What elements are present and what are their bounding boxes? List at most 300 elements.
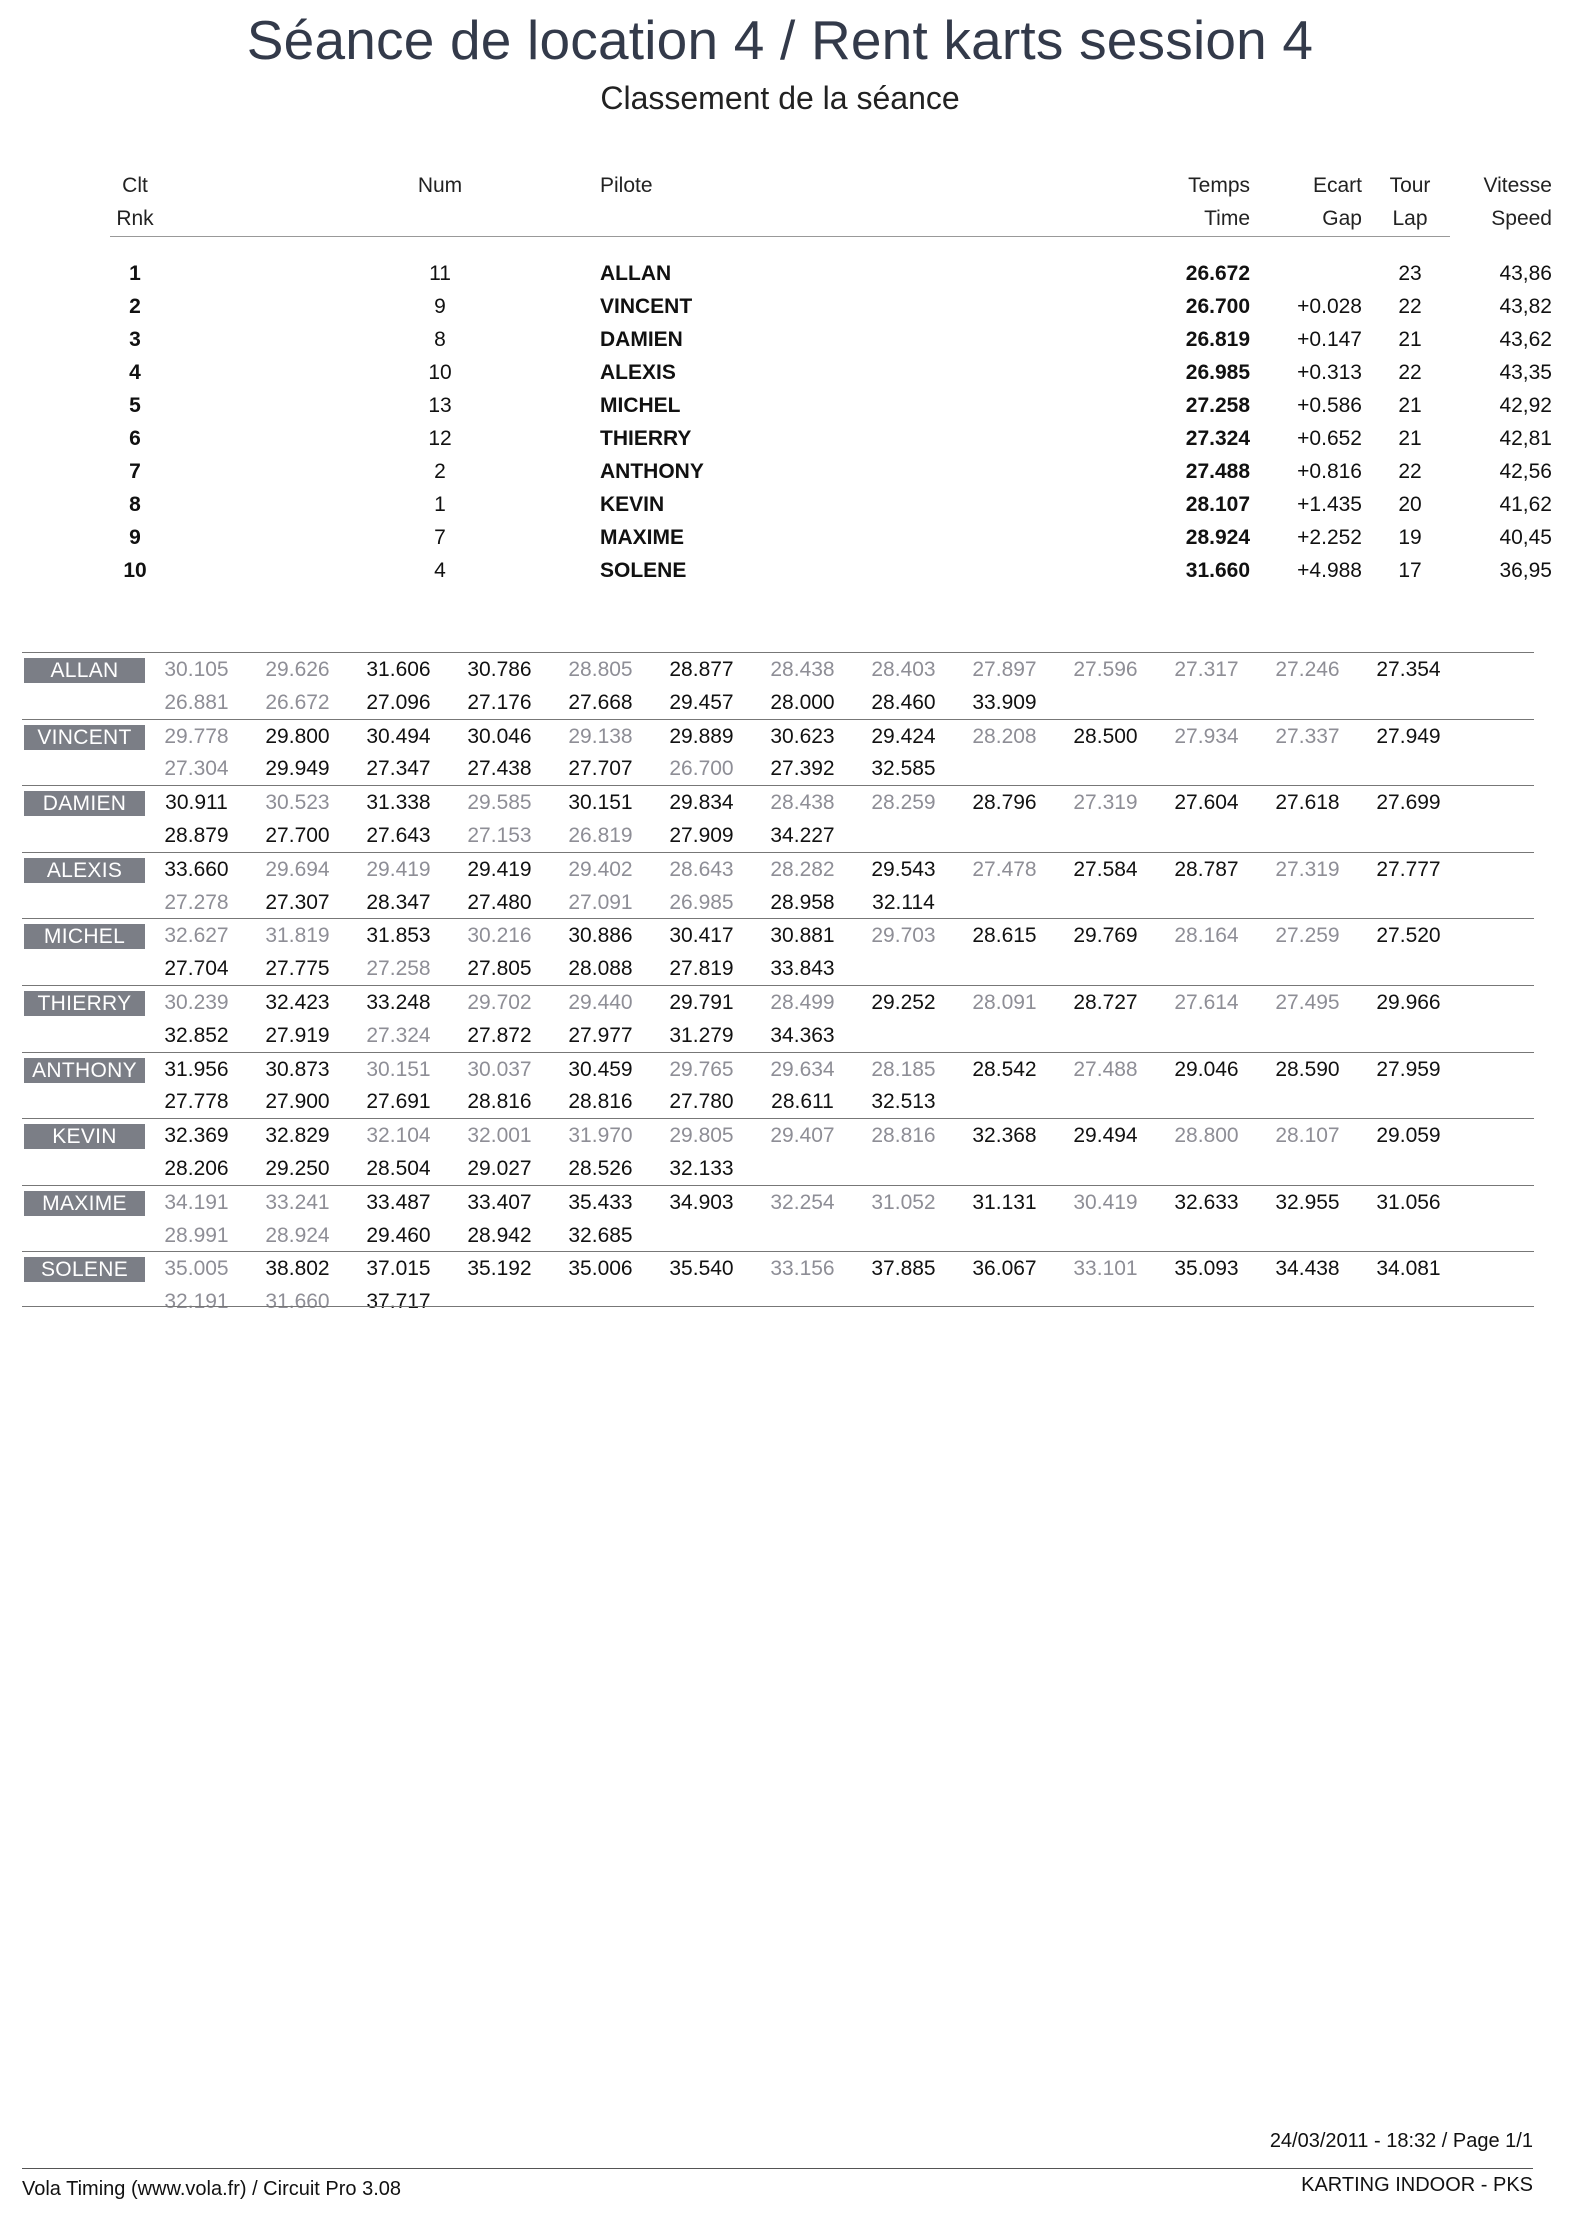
lap-time: 27.604 (1174, 791, 1239, 815)
results-header-row-2 (110, 203, 1552, 236)
lap-time: 27.495 (1275, 990, 1340, 1014)
lap-time: 27.347 (366, 757, 431, 781)
lap-time: 35.005 (164, 1257, 229, 1281)
driver-laps-block (22, 1251, 1534, 1318)
pilot-cell: SOLENE (600, 559, 687, 582)
lap-time: 28.542 (972, 1057, 1037, 1081)
lap-time: 29.419 (467, 857, 532, 881)
results-body (110, 258, 1552, 588)
header-rank-en: Rnk (116, 207, 154, 230)
lap-time: 28.805 (568, 658, 633, 681)
rank-cell: 5 (129, 394, 141, 417)
lap-time: 32.585 (871, 757, 936, 781)
driver-laps-block (22, 852, 1534, 919)
lap-time: 28.282 (770, 857, 835, 881)
lap-time: 27.319 (1073, 791, 1138, 815)
lap-time: 28.590 (1275, 1057, 1340, 1081)
result-row (110, 456, 1552, 489)
lap-time: 28.499 (770, 990, 835, 1014)
gap-cell: +0.028 (1297, 295, 1362, 318)
lap-time: 29.765 (669, 1057, 734, 1081)
pilot-cell: ALEXIS (600, 361, 676, 384)
lap-time: 28.611 (771, 1090, 834, 1114)
lap-time: 28.727 (1073, 990, 1138, 1014)
num-cell: 7 (434, 526, 446, 549)
lap-time: 27.934 (1174, 724, 1239, 748)
header-gap-en: Gap (1322, 207, 1362, 230)
lap-time: 32.001 (467, 1124, 532, 1148)
driver-laps-block (22, 1052, 1534, 1119)
lap-grid (146, 853, 1536, 919)
lap-time: 34.191 (164, 1190, 229, 1214)
lap-time: 35.006 (568, 1257, 633, 1281)
lap-time: 26.819 (568, 823, 633, 847)
lap-time: 29.694 (265, 857, 330, 881)
lap-grid (146, 919, 1536, 985)
result-row (110, 258, 1552, 291)
speed-cell: 40,45 (1499, 526, 1552, 549)
lap-time: 34.903 (669, 1190, 734, 1214)
speed-cell: 42,56 (1499, 460, 1552, 483)
lap-time: 28.816 (568, 1090, 633, 1114)
lap-time: 29.702 (467, 990, 532, 1014)
lap-line (146, 752, 1536, 785)
lap-time: 27.919 (265, 1023, 330, 1047)
lap-time: 33.248 (366, 990, 431, 1014)
lap-time: 30.151 (568, 791, 633, 815)
lap-line (146, 1119, 1536, 1152)
footer-software: Vola Timing (www.vola.fr) / Circuit Pro 3.08 (22, 2178, 402, 2200)
lap-time: 28.206 (164, 1156, 229, 1180)
pilot-cell: KEVIN (600, 493, 665, 516)
lap-time: 26.985 (669, 890, 734, 914)
lap-time: 28.403 (871, 658, 936, 681)
driver-name-badge: MICHEL (24, 924, 145, 949)
lap-time: 27.699 (1376, 791, 1441, 815)
lap-time: 29.834 (669, 791, 734, 815)
num-cell: 12 (428, 427, 452, 450)
lap-time: 30.786 (467, 658, 532, 681)
lap-time: 27.478 (972, 857, 1037, 881)
lap-time: 27.317 (1174, 658, 1239, 681)
lap-time: 33.909 (972, 690, 1037, 714)
num-cell: 9 (434, 295, 446, 318)
pilot-cell: THIERRY (600, 427, 692, 450)
header-time-en: Time (1204, 207, 1250, 230)
lap-time: 27.618 (1275, 791, 1340, 815)
driver-name-badge: VINCENT (24, 725, 145, 750)
lap-time: 29.778 (164, 724, 229, 748)
lap-cell: 22 (1398, 361, 1422, 384)
lap-time: 28.088 (568, 957, 633, 981)
result-row (110, 489, 1552, 522)
lap-time: 27.259 (1275, 924, 1340, 948)
lap-cell: 19 (1398, 526, 1422, 549)
header-rank-fr: Clt (122, 174, 148, 197)
time-cell: 27.324 (1185, 427, 1250, 450)
lap-time: 31.056 (1376, 1190, 1441, 1214)
lap-time: 28.500 (1073, 724, 1138, 748)
lap-time: 27.596 (1073, 658, 1138, 681)
lap-time: 30.873 (265, 1057, 330, 1081)
gap-cell: +0.652 (1297, 427, 1362, 450)
lap-grid (146, 1053, 1536, 1119)
lap-time: 32.114 (872, 890, 935, 914)
lap-time: 29.889 (669, 724, 734, 748)
lap-time: 26.881 (164, 690, 229, 714)
header-lap-en: Lap (1392, 207, 1428, 230)
lap-time: 27.520 (1376, 924, 1441, 948)
lap-time: 28.991 (164, 1223, 229, 1247)
lap-time: 29.059 (1376, 1124, 1441, 1148)
lap-time: 27.614 (1174, 990, 1239, 1014)
lap-time: 27.819 (669, 957, 734, 981)
driver-name-badge: MAXIME (24, 1191, 145, 1216)
lap-time: 28.816 (467, 1090, 532, 1114)
lap-time: 27.337 (1275, 724, 1340, 748)
num-cell: 10 (428, 361, 452, 384)
lap-grid (146, 786, 1536, 852)
lap-time: 30.239 (164, 990, 229, 1014)
lap-time: 30.216 (467, 924, 532, 948)
lap-grid (146, 653, 1536, 719)
lap-time: 36.067 (972, 1257, 1037, 1281)
driver-name-badge: SOLENE (24, 1257, 145, 1282)
lap-line (146, 1085, 1536, 1118)
lap-time: 27.258 (366, 957, 431, 981)
lap-time: 31.660 (265, 1290, 330, 1314)
header-speed-en: Speed (1491, 207, 1552, 230)
lap-time: 30.046 (467, 724, 532, 748)
lap-time: 27.691 (366, 1090, 431, 1114)
time-cell: 26.672 (1185, 262, 1250, 285)
lap-time: 30.523 (265, 791, 330, 815)
lap-time: 29.585 (467, 791, 532, 815)
header-pilot: Pilote (600, 174, 653, 197)
lap-line (146, 653, 1536, 686)
lap-time: 30.105 (164, 658, 229, 681)
driver-name-badge: ANTHONY (24, 1058, 145, 1083)
lap-time: 32.513 (871, 1090, 936, 1114)
lap-time: 35.433 (568, 1190, 633, 1214)
lap-time: 31.279 (669, 1023, 734, 1047)
lap-time: 27.246 (1275, 658, 1340, 681)
lap-time: 27.584 (1073, 857, 1138, 881)
pilot-cell: MAXIME (600, 526, 684, 549)
lap-time: 32.368 (972, 1124, 1037, 1148)
lap-time: 28.164 (1174, 924, 1239, 948)
lap-time: 31.131 (972, 1190, 1037, 1214)
lap-time: 32.191 (164, 1290, 229, 1314)
lap-times-section (22, 652, 1534, 1318)
lap-time: 29.252 (871, 990, 936, 1014)
rank-cell: 3 (129, 328, 141, 351)
lap-time: 29.138 (568, 724, 633, 748)
lap-time: 28.208 (972, 724, 1037, 748)
lap-cell: 22 (1398, 295, 1422, 318)
lap-time: 30.417 (669, 924, 734, 948)
lap-line (146, 1219, 1536, 1252)
result-row (110, 423, 1552, 456)
lap-time: 33.156 (770, 1257, 835, 1281)
header-num: Num (417, 174, 463, 197)
driver-laps-block (22, 1185, 1534, 1252)
lap-time: 29.494 (1073, 1124, 1138, 1148)
lap-time: 28.259 (871, 791, 936, 815)
lap-time: 27.805 (467, 957, 532, 981)
lap-time: 27.700 (265, 823, 330, 847)
lap-time: 28.787 (1174, 857, 1239, 881)
lap-line (146, 886, 1536, 919)
lap-time: 29.407 (770, 1124, 835, 1148)
lap-time: 34.363 (770, 1023, 835, 1047)
lap-time: 27.324 (366, 1023, 431, 1047)
lap-time: 32.369 (164, 1124, 229, 1148)
lap-grid (146, 1119, 1536, 1185)
driver-name-badge: KEVIN (24, 1124, 145, 1149)
lap-grid (146, 986, 1536, 1052)
lap-time: 27.176 (467, 690, 532, 714)
speed-cell: 43,35 (1499, 361, 1552, 384)
lap-line (146, 853, 1536, 886)
time-cell: 26.985 (1185, 361, 1250, 384)
lap-time: 27.354 (1376, 658, 1441, 681)
time-cell: 27.258 (1185, 394, 1250, 417)
lap-time: 35.540 (669, 1257, 734, 1281)
lap-time: 31.956 (164, 1057, 229, 1081)
gap-cell: +0.313 (1297, 361, 1362, 384)
speed-cell: 36,95 (1499, 559, 1552, 582)
pilot-cell: ALLAN (600, 262, 672, 285)
lap-time: 27.278 (164, 890, 229, 914)
lap-time: 28.615 (972, 924, 1037, 948)
driver-laps-block (22, 1118, 1534, 1185)
pilot-cell: VINCENT (600, 295, 693, 318)
lap-time: 27.775 (265, 957, 330, 981)
speed-cell: 42,92 (1499, 394, 1552, 417)
lap-time: 28.185 (871, 1057, 936, 1081)
lap-time: 28.347 (366, 890, 431, 914)
lap-time: 29.949 (265, 757, 330, 781)
lap-time: 27.668 (568, 690, 633, 714)
lap-time: 29.966 (1376, 990, 1441, 1014)
lap-time: 33.660 (164, 857, 229, 881)
lap-line (146, 1285, 1536, 1318)
lap-time: 33.101 (1073, 1257, 1138, 1281)
lap-time: 30.886 (568, 924, 633, 948)
lap-time: 29.634 (770, 1057, 835, 1081)
lap-time: 27.704 (164, 957, 229, 981)
rank-cell: 9 (129, 526, 141, 549)
lap-time: 37.717 (366, 1290, 431, 1314)
lap-time: 27.643 (366, 823, 431, 847)
footer-venue: KARTING INDOOR - PKS (1301, 2174, 1533, 2196)
lap-time: 27.778 (164, 1090, 229, 1114)
lap-time: 33.407 (467, 1190, 532, 1214)
lap-time: 27.707 (568, 757, 633, 781)
lap-time: 32.627 (164, 924, 229, 948)
speed-cell: 43,62 (1499, 328, 1552, 351)
time-cell: 27.488 (1185, 460, 1250, 483)
lap-time: 32.829 (265, 1124, 330, 1148)
lap-time: 29.805 (669, 1124, 734, 1148)
lap-time: 30.419 (1073, 1190, 1138, 1214)
lap-time: 29.543 (871, 857, 936, 881)
lap-time: 33.487 (366, 1190, 431, 1214)
lap-time: 31.606 (366, 658, 431, 681)
lap-time: 34.227 (770, 823, 835, 847)
lap-time: 28.958 (770, 890, 835, 914)
lap-time: 28.816 (871, 1124, 936, 1148)
lap-line (146, 986, 1536, 1019)
lap-time: 28.107 (1275, 1124, 1340, 1148)
speed-cell: 43,86 (1499, 262, 1552, 285)
lap-time: 27.872 (467, 1023, 532, 1047)
header-gap-fr: Ecart (1312, 174, 1362, 197)
gap-cell: +0.147 (1297, 328, 1362, 351)
pilot-cell: MICHEL (600, 394, 681, 417)
lap-time: 27.959 (1376, 1057, 1441, 1081)
lap-time: 30.037 (467, 1057, 532, 1081)
lap-cell: 21 (1398, 394, 1422, 417)
lap-time: 27.319 (1275, 857, 1340, 881)
lap-time: 27.307 (265, 890, 330, 914)
lap-time: 28.879 (164, 823, 229, 847)
lap-time: 38.802 (265, 1257, 330, 1281)
lap-time: 29.424 (871, 724, 936, 748)
rank-cell: 2 (129, 295, 141, 318)
lap-time: 30.151 (366, 1057, 431, 1081)
header-time-fr: Temps (1188, 174, 1250, 197)
lap-time: 26.672 (265, 690, 330, 714)
gap-cell: +4.988 (1297, 559, 1362, 582)
num-cell: 1 (434, 493, 446, 516)
num-cell: 11 (429, 262, 451, 285)
lap-line (146, 1252, 1536, 1285)
num-cell: 13 (428, 394, 452, 417)
lap-line (146, 919, 1536, 952)
driver-name-badge: ALEXIS (24, 858, 145, 883)
page-title: Séance de location 4 / Rent karts session 4 (246, 9, 1314, 71)
num-cell: 4 (434, 559, 446, 582)
time-cell: 26.700 (1185, 295, 1250, 318)
results-table (110, 170, 1552, 582)
rank-cell: 8 (129, 493, 141, 516)
page-subtitle: Classement de la séance (600, 80, 960, 116)
header-speed-fr: Vitesse (1483, 174, 1552, 197)
lap-time: 29.626 (265, 658, 330, 681)
lap-time: 27.777 (1376, 857, 1441, 881)
result-row (110, 324, 1552, 357)
lap-time: 31.853 (366, 924, 431, 948)
lap-time: 29.440 (568, 990, 633, 1014)
lap-cell: 23 (1398, 262, 1422, 285)
lap-time: 32.852 (164, 1023, 229, 1047)
lap-time: 31.338 (366, 791, 431, 815)
lap-line (146, 1152, 1536, 1185)
lap-line (146, 1186, 1536, 1219)
lap-time: 27.897 (972, 658, 1037, 681)
lap-grid (146, 720, 1536, 786)
lap-cell: 20 (1398, 493, 1422, 516)
rank-cell: 7 (129, 460, 141, 483)
lap-time: 29.457 (669, 690, 734, 714)
lap-time: 29.791 (669, 990, 734, 1014)
speed-cell: 42,81 (1499, 427, 1552, 450)
time-cell: 28.107 (1185, 493, 1250, 516)
lap-time: 34.081 (1376, 1257, 1441, 1281)
lap-time: 30.911 (165, 791, 228, 815)
lap-time: 27.909 (669, 823, 734, 847)
driver-laps-block (22, 785, 1534, 852)
lap-time: 27.091 (568, 890, 633, 914)
pilot-cell: ANTHONY (600, 460, 704, 483)
lap-time: 28.796 (972, 791, 1037, 815)
header-divider (110, 236, 1450, 237)
rank-cell: 10 (123, 559, 147, 582)
gap-cell: +1.435 (1297, 493, 1362, 516)
lap-cell: 21 (1398, 328, 1422, 351)
lap-time: 28.091 (972, 990, 1037, 1014)
lap-time: 28.942 (467, 1223, 532, 1247)
lap-time: 28.800 (1174, 1124, 1239, 1148)
lap-time: 27.900 (265, 1090, 330, 1114)
driver-name-badge: DAMIEN (24, 791, 145, 816)
lap-time: 28.643 (669, 857, 734, 881)
results-header-row-1 (110, 170, 1552, 203)
lap-time: 28.460 (871, 690, 936, 714)
driver-laps-block (22, 918, 1534, 985)
lap-time: 29.460 (366, 1223, 431, 1247)
lap-time: 33.241 (265, 1190, 330, 1214)
lap-grid (146, 1252, 1536, 1318)
lap-time: 27.480 (467, 890, 532, 914)
footer-divider (22, 2168, 1533, 2169)
time-cell: 28.924 (1185, 526, 1250, 549)
lap-line (146, 819, 1536, 852)
lap-time: 27.438 (467, 757, 532, 781)
lap-time: 29.027 (467, 1156, 532, 1180)
lap-time: 27.392 (770, 757, 835, 781)
rank-cell: 4 (129, 361, 141, 384)
lap-time: 29.703 (871, 924, 936, 948)
driver-laps-block (22, 719, 1534, 786)
lap-time: 30.459 (568, 1057, 633, 1081)
lap-section-bottom-divider (22, 1306, 1534, 1307)
driver-laps-block (22, 652, 1534, 719)
lap-time: 30.881 (770, 924, 835, 948)
lap-time: 32.133 (669, 1156, 734, 1180)
lap-time: 29.800 (265, 724, 330, 748)
lap-grid (146, 1186, 1536, 1252)
speed-cell: 43,82 (1499, 295, 1552, 318)
lap-time: 34.438 (1275, 1257, 1340, 1281)
lap-time: 27.780 (669, 1090, 734, 1114)
lap-line (146, 1053, 1536, 1086)
header-lap-fr: Tour (1389, 174, 1431, 197)
lap-time: 26.700 (669, 757, 734, 781)
gap-cell: +0.816 (1297, 460, 1362, 483)
result-row (110, 390, 1552, 423)
lap-time: 29.402 (568, 857, 633, 881)
lap-time: 35.192 (467, 1257, 532, 1281)
time-cell: 31.660 (1185, 559, 1250, 582)
lap-time: 29.250 (265, 1156, 330, 1180)
lap-time: 37.015 (366, 1257, 431, 1281)
lap-time: 28.438 (770, 791, 835, 815)
result-row (110, 522, 1552, 555)
lap-time: 32.254 (770, 1190, 835, 1214)
